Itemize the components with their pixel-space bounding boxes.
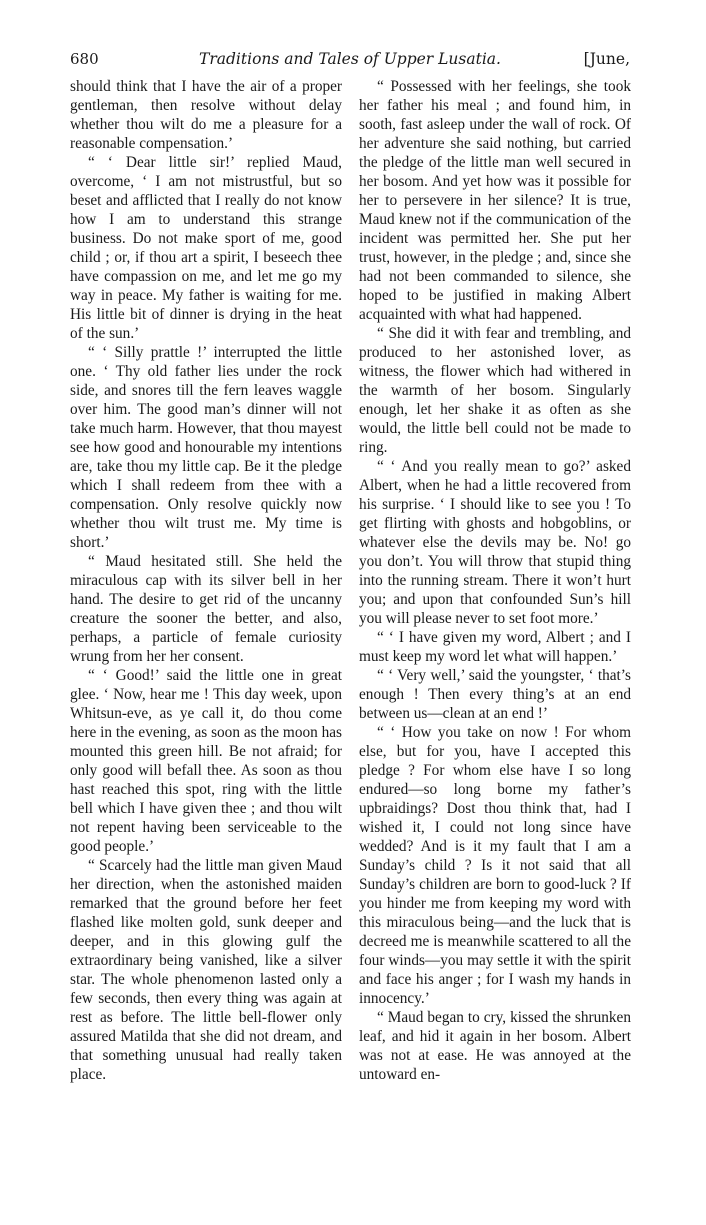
right-column (359, 77, 631, 1087)
running-title: Traditions and Tales of Upper Lusatia. (199, 50, 501, 68)
page-number: 680 (70, 50, 99, 68)
left-column (70, 77, 342, 1087)
paragraph: “ ‘ Very well,’ said the youngster, ‘ that’s enough ! Then every thing’s at an end between us—clean at an end !’ (359, 667, 631, 722)
paragraph: “ Maud began to cry, kissed the shrunken leaf, and hid it again in her bosom. Albert was not at ease. He was annoyed at the untoward en- (359, 1009, 631, 1083)
paragraph: “ ‘ Dear little sir!’ replied Maud, overcome, ‘ I am not mistrustful, but so beset and afflicted that I really do not know how I am to understand this strange business. Do not make sport of me, good child ; or, if thou art a spirit, I beseech thee have compassion on me, and let me go my way in peace. My father is waiting for me. His little bit of dinner is drying in the heat of the sun.’ (70, 154, 342, 342)
paragraph: “ Maud hesitated still. She held the miraculous cap with its silver bell in her hand. The desire to get rid of the uncanny creature the sooner the better, and also, perhaps, a particle of female curiosity wrung from her her consent. (70, 553, 342, 665)
running-header (70, 50, 630, 74)
paragraph: “ ‘ I have given my word, Albert ; and I must keep my word let what will happen.’ (359, 629, 631, 665)
paragraph: should think that I have the air of a proper gentleman, then resolve without delay whether thou wilt do me a pleasure for a reasonable compensation.’ (70, 78, 342, 152)
paragraph: “ ‘ Silly prattle !’ interrupted the little one. ‘ Thy old father lies under the rock side, and snores till the fern leaves waggle over him. The good man’s dinner will not take much harm. However, that thou mayest see how good and honourable my intentions are, take thou my little cap. Be it the pledge which I shall redeem from thee with a compensation. Only resolve quickly now whether thou wilt trust me. My time is short.’ (70, 344, 342, 551)
paragraph: “ Possessed with her feelings, she took her father his meal ; and found him, in sooth, fast asleep under the wall of rock. Of her adventure she said nothing, but carried the pledge of the little man well secured in her bosom. And yet how was it possible for her to persevere in her silence? It is true, Maud knew not if the communication of the incident was permitted her. She put her trust, however, in the pledge ; and, since she had not been commanded to silence, she hoped to be justified in making Albert acquainted with what had happened. (359, 78, 631, 323)
paragraph: “ She did it with fear and trembling, and produced to her astonished lover, as witness, the flower which had withered in the warmth of her bosom. Singularly enough, let her shake it as often as she would, the little bell could not be made to ring. (359, 325, 631, 456)
paragraph: “ ‘ Good!’ said the little one in great glee. ‘ Now, hear me ! This day week, upon Whitsun-eve, as ye call it, do thou come here in the evening, as soon as the moon has mounted this green hill. Be not afraid; for only good will befall thee. As soon as thou hast reached this spot, ring with the little bell which I have given thee ; and thou wilt not repent having been serviceable to the good people.’ (70, 667, 342, 855)
paragraph: “ ‘ How you take on now ! For whom else, but for you, have I accepted this pledge ? For whom else have I so long endured—so long borne my father’s upbraidings? Dost thou think that, had I wished it, I could not long since have wedded? And is it my fault that I am a Sunday’s child ? Is it not said that all Sunday’s children are born to good-luck ? If you hinder me from keeping my word with this miraculous being—and the luck that is decreed me is meanwhile scattered to all the four winds—you may settle it with the spirit and face his anger ; for I wash my hands in innocency.’ (359, 724, 631, 1007)
issue-month: [June, (583, 50, 630, 68)
paragraph: “ ‘ And you really mean to go?’ asked Albert, when he had a little recovered from his surprise. ‘ I should like to see you ! To get flirting with ghosts and hobgoblins, or whatever else the devils may be. No! go you don’t. You will throw that stupid thing into the running stream. There it won’t hurt you; and upon that confounded Sun’s hill you will please never to set foot more.’ (359, 458, 631, 627)
paragraph: “ Scarcely had the little man given Maud her direction, when the astonished maiden remarked that the ground before her feet flashed like molten gold, sunk deeper and deeper, and in this glowing gulf the extraordinary being vanished, like a silver star. The whole phenomenon lasted only a few seconds, then every thing was again at rest as before. The little bell-flower only assured Matilda that she did not dream, and that something unusual had really taken place. (70, 857, 342, 1083)
